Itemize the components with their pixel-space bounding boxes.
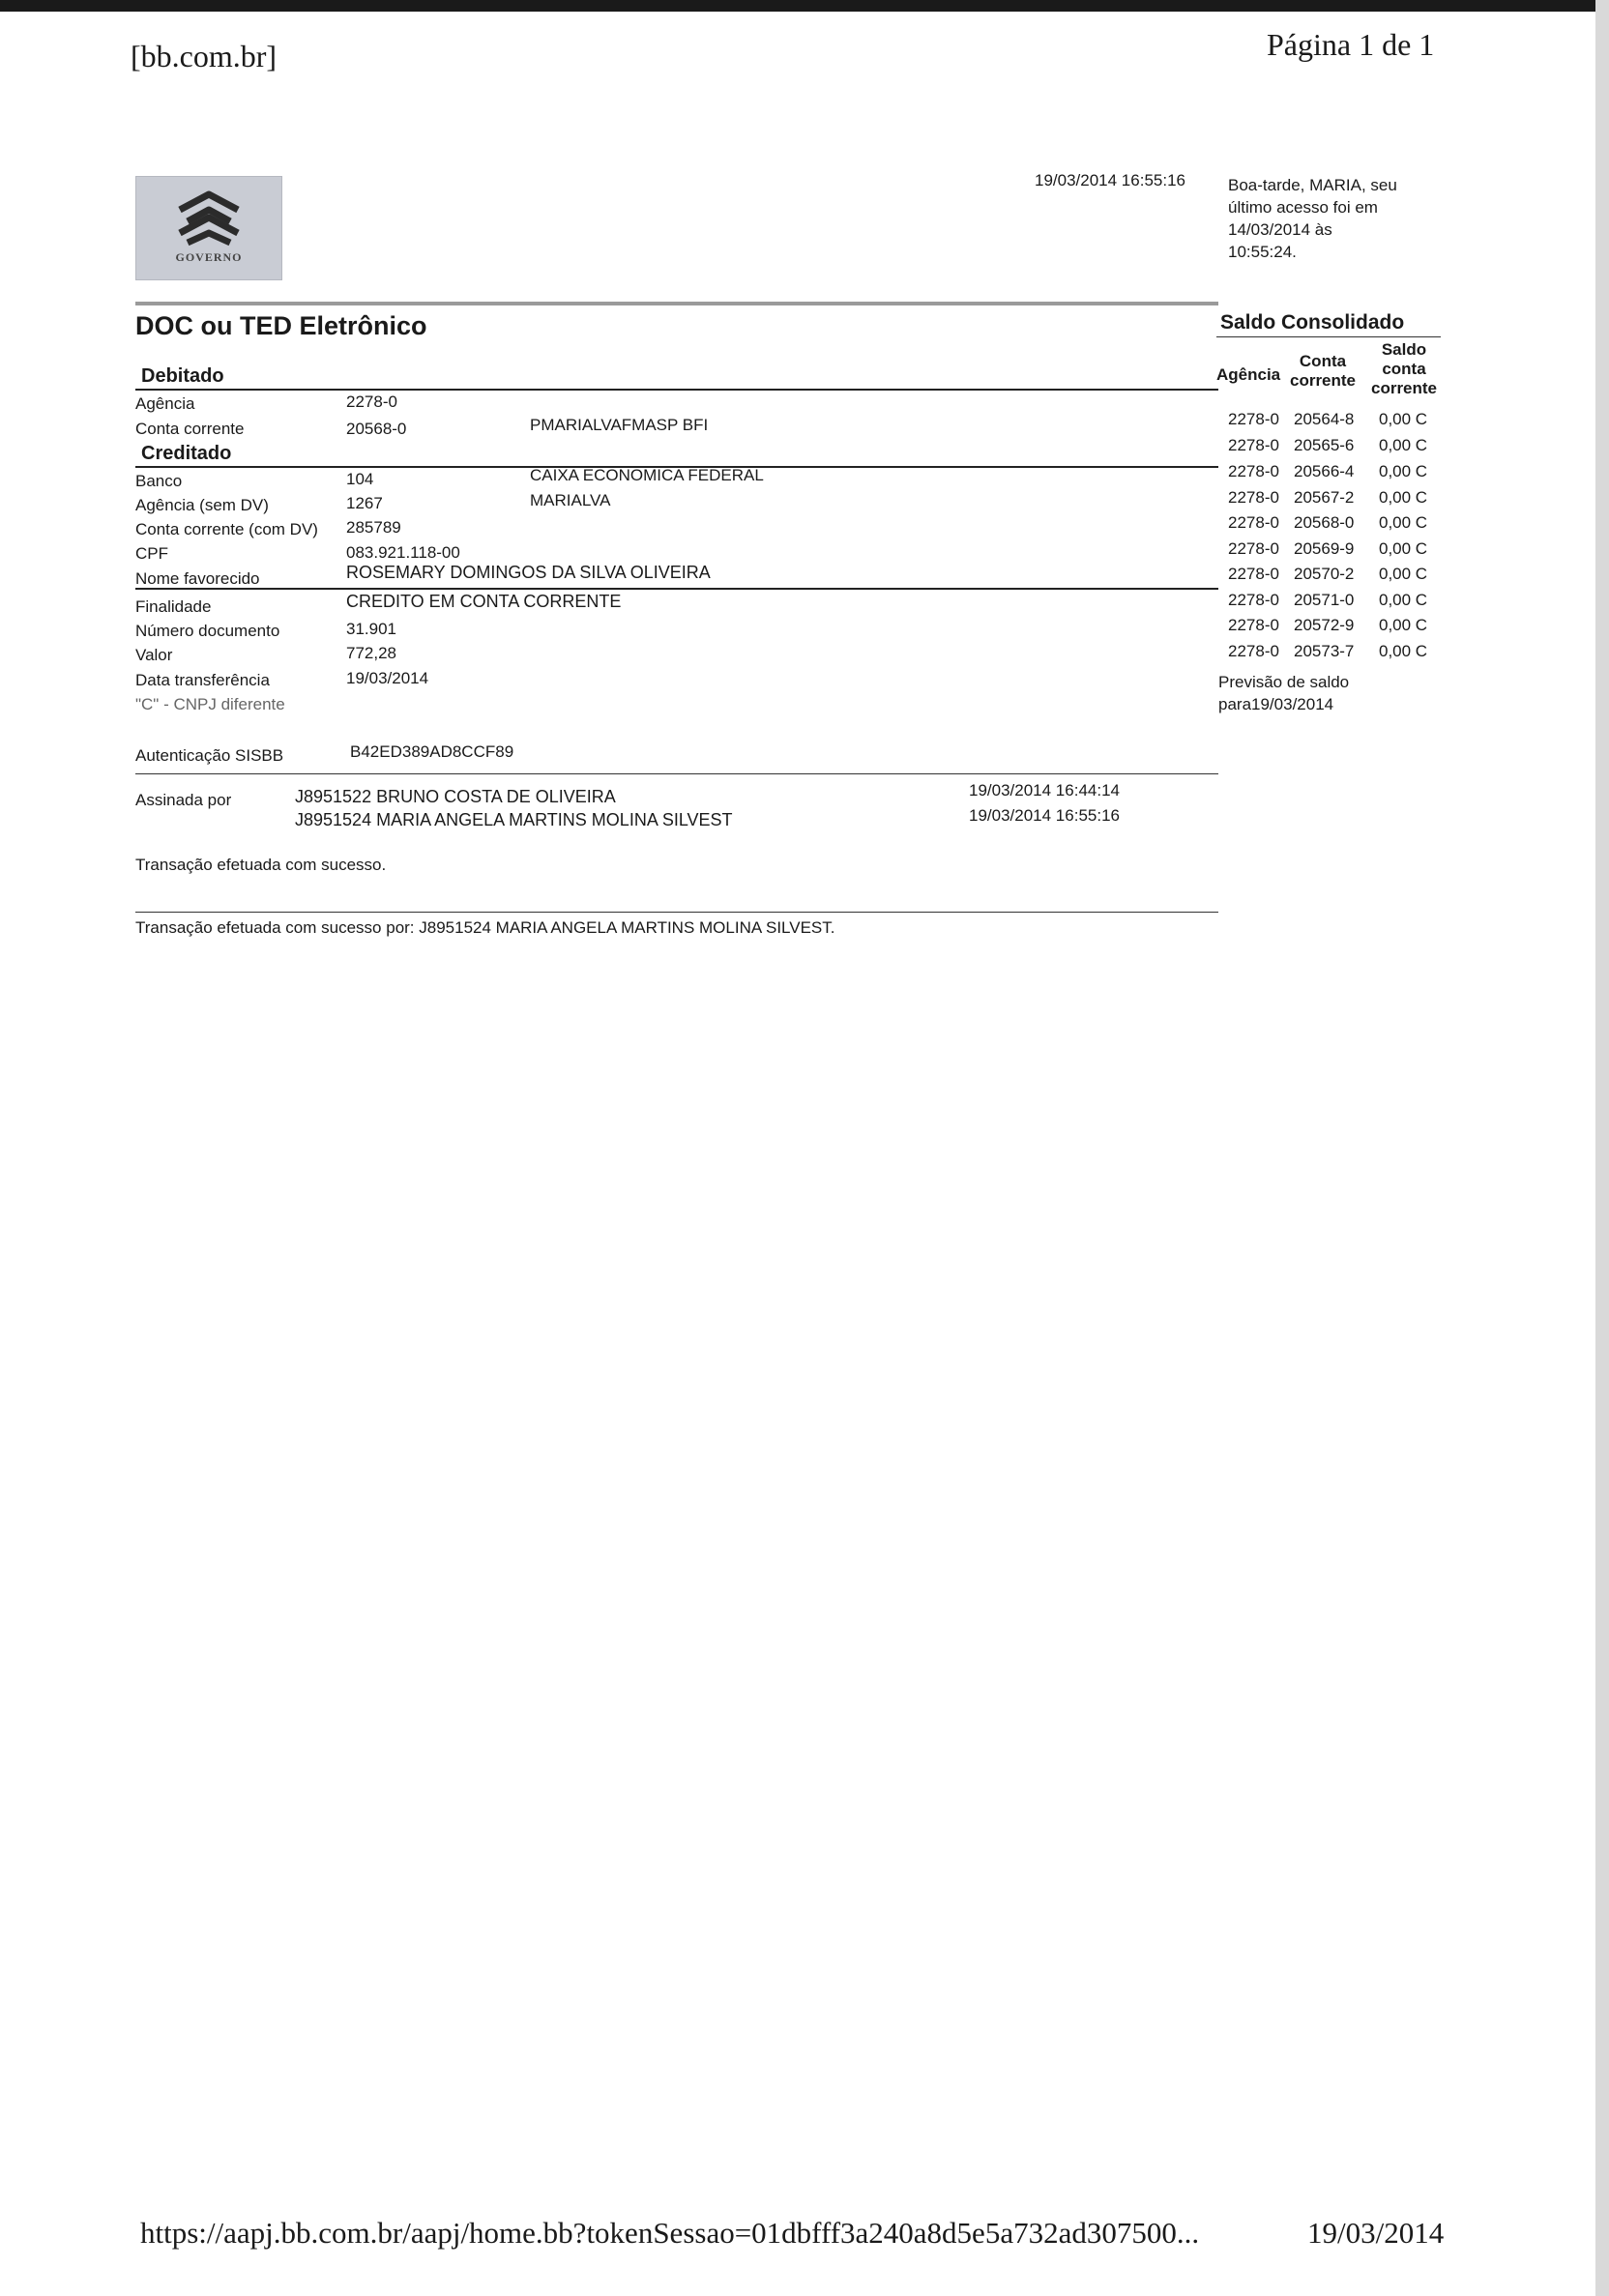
field-value: 31.901 bbox=[346, 620, 396, 638]
col-header-agencia: Agência bbox=[1216, 365, 1281, 384]
balance-row: 2278-0 20571-0 0,00 C bbox=[1228, 591, 1428, 609]
bank-logo bbox=[135, 176, 282, 280]
balance-row: 2278-0 20567-2 0,00 C bbox=[1228, 488, 1428, 507]
col-header-saldo: Saldo conta corrente bbox=[1370, 340, 1438, 397]
balance-row: 2278-0 20573-7 0,00 C bbox=[1228, 642, 1428, 660]
scan-top-edge bbox=[0, 0, 1609, 12]
balance-row: 2278-0 20565-6 0,00 C bbox=[1228, 436, 1428, 454]
balance-row: 2278-0 20566-4 0,00 C bbox=[1228, 462, 1428, 480]
greeting-message bbox=[1228, 174, 1450, 263]
field-value: 104 bbox=[346, 470, 374, 488]
section-debitado: Debitado bbox=[141, 365, 224, 387]
signer-datetime: 19/03/2014 16:44:14 bbox=[969, 781, 1120, 799]
balance-row: 2278-0 20568-0 0,00 C bbox=[1228, 513, 1428, 532]
bb-logo-icon bbox=[170, 189, 248, 248]
section-divider bbox=[135, 912, 1218, 913]
balance-row: 2278-0 20564-8 0,00 C bbox=[1228, 410, 1428, 428]
field-label: "C" - CNPJ diferente bbox=[135, 695, 285, 713]
field-label: Número documento bbox=[135, 622, 280, 640]
logo-caption: GOVERNO bbox=[175, 250, 243, 264]
print-footer-url: https://aapj.bb.com.br/aapj/home.bb?tokenSessao=01dbfff3a240a8d5e5a732ad307500... bbox=[140, 2216, 1200, 2250]
print-header-site: [bb.com.br] bbox=[131, 39, 278, 73]
field-label: CPF bbox=[135, 544, 168, 563]
field-label: Agência bbox=[135, 394, 195, 413]
signer-name: J8951522 BRUNO COSTA DE OLIVEIRA bbox=[295, 787, 616, 806]
field-value: ROSEMARY DOMINGOS DA SILVA OLIVEIRA bbox=[346, 563, 711, 582]
panel-divider bbox=[1216, 336, 1441, 337]
field-value: 285789 bbox=[346, 518, 401, 537]
field-label: Finalidade bbox=[135, 597, 212, 616]
field-value: 20568-0 bbox=[346, 420, 407, 438]
field-label: Valor bbox=[135, 646, 173, 664]
section-divider bbox=[135, 389, 1218, 391]
field-extra: PMARIALVAFMASP BFI bbox=[530, 416, 709, 434]
balance-row: 2278-0 20569-9 0,00 C bbox=[1228, 539, 1428, 558]
field-extra: MARIALVA bbox=[530, 491, 611, 509]
page-title: DOC ou TED Eletrônico bbox=[135, 311, 427, 340]
field-value: 19/03/2014 bbox=[346, 669, 429, 687]
signer-name: J8951524 MARIA ANGELA MARTINS MOLINA SILVEST bbox=[295, 810, 733, 829]
balance-row: 2278-0 20570-2 0,00 C bbox=[1228, 565, 1428, 583]
greeting-line: Boa-tarde, MARIA, seu bbox=[1228, 176, 1397, 194]
balance-preview: Previsão de saldo para19/03/2014 bbox=[1218, 673, 1350, 713]
field-value: 083.921.118-00 bbox=[346, 543, 460, 562]
section-creditado: Creditado bbox=[141, 443, 232, 464]
field-label: Data transferência bbox=[135, 671, 270, 689]
signed-by-label: Assinada por bbox=[135, 791, 232, 809]
field-label: Banco bbox=[135, 472, 183, 490]
auth-label: Autenticação SISBB bbox=[135, 746, 284, 765]
status-message: Transação efetuada com sucesso. bbox=[135, 856, 387, 874]
field-label: Conta corrente bbox=[135, 420, 245, 438]
balance-panel-title: Saldo Consolidado bbox=[1220, 311, 1405, 334]
print-header-page: Página 1 de 1 bbox=[1267, 27, 1435, 62]
status-detail: Transação efetuada com sucesso por: J8951524 MARIA ANGELA MARTINS MOLINA SILVEST. bbox=[135, 918, 835, 937]
field-label: Agência (sem DV) bbox=[135, 496, 269, 514]
signer-datetime: 19/03/2014 16:55:16 bbox=[969, 806, 1120, 825]
scan-right-edge bbox=[1595, 0, 1609, 2296]
col-header-conta: Conta corrente bbox=[1289, 352, 1357, 390]
session-timestamp: 19/03/2014 16:55:16 bbox=[1035, 171, 1185, 189]
field-label: Conta corrente (com DV) bbox=[135, 520, 318, 538]
field-value: 2278-0 bbox=[346, 392, 397, 411]
field-value: CREDITO EM CONTA CORRENTE bbox=[346, 592, 622, 611]
print-footer-date: 19/03/2014 bbox=[1307, 2216, 1445, 2250]
header-divider bbox=[135, 302, 1218, 305]
section-divider bbox=[135, 588, 1218, 590]
field-value: 772,28 bbox=[346, 644, 396, 662]
auth-code: B42ED389AD8CCF89 bbox=[350, 742, 514, 761]
greeting-line: 10:55:24. bbox=[1228, 243, 1297, 261]
section-divider bbox=[135, 773, 1218, 774]
field-extra: CAIXA ECONOMICA FEDERAL bbox=[530, 466, 764, 484]
field-value: 1267 bbox=[346, 494, 383, 512]
balance-row: 2278-0 20572-9 0,00 C bbox=[1228, 616, 1428, 634]
greeting-line: 14/03/2014 às bbox=[1228, 220, 1332, 239]
field-label: Nome favorecido bbox=[135, 569, 260, 588]
greeting-line: último acesso foi em bbox=[1228, 198, 1378, 217]
